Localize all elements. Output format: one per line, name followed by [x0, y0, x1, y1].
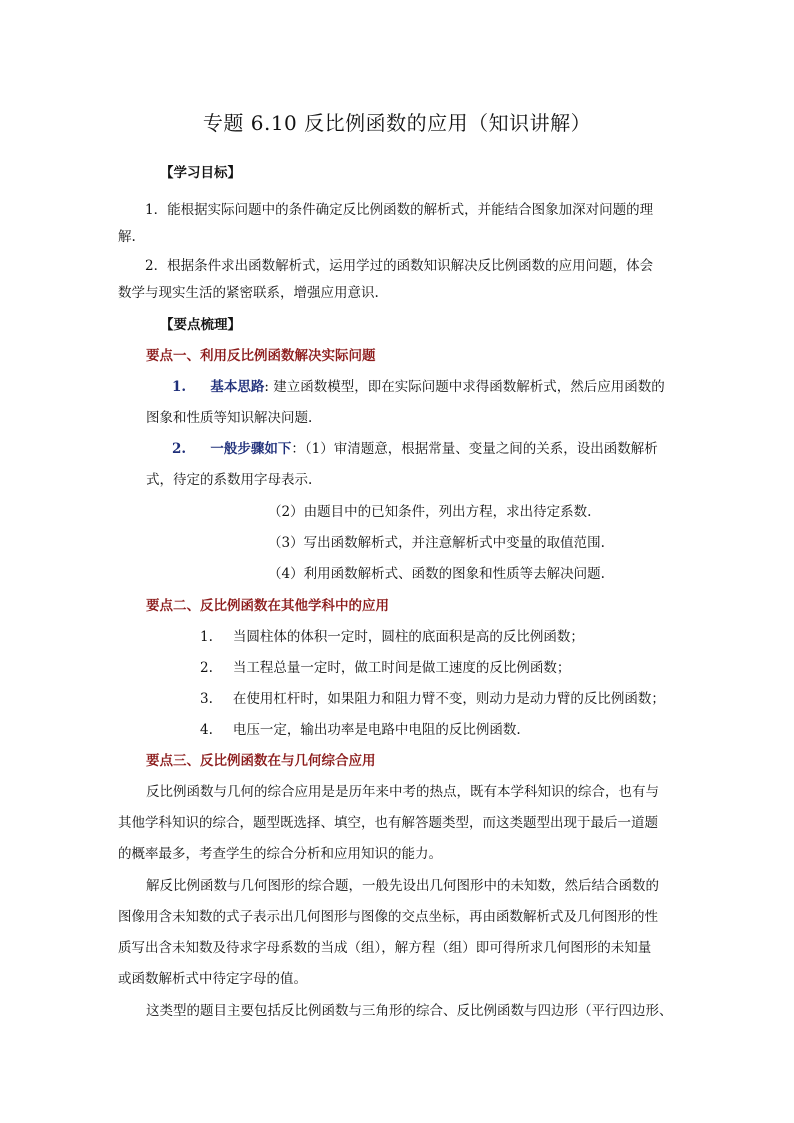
objective-1-line-1: 1．能根据实际问题中的条件确定反比例函数的解析式，并能结合图象加深对问题的理 — [145, 202, 654, 218]
item-number: 2. — [200, 660, 213, 676]
paragraph-1-line-1: 反比例函数与几何的综合应用是是历年来中考的热点，既有本学科知识的综合，也有与 — [146, 784, 659, 800]
paragraph-2-line-4: 或函数解析式中待定字母的值。 — [118, 971, 307, 987]
point-2-item — [200, 627, 584, 647]
procedure-step-3: （3）写出函数解析式，并注意解析式中变量的取值范围. — [268, 535, 605, 551]
procedure-step-4: （4）利用函数解析式、函数的图象和性质等去解决问题. — [268, 566, 605, 582]
step-2-label: 一般步骤如下 — [210, 441, 292, 457]
point-3-title: 要点三、反比例函数在与几何综合应用 — [146, 753, 376, 769]
step-2-text: ：（1）审清题意，根据常量、变量之间的关系，设出函数解析 — [291, 441, 658, 457]
item-number: 1. — [200, 629, 213, 645]
item-number: 4. — [200, 722, 213, 738]
point-1-step-1 — [172, 377, 665, 397]
page-title: 专题 6.10 反比例函数的应用（知识讲解） — [202, 111, 592, 135]
point-1-step-1-cont: 图象和性质等知识解决问题. — [146, 410, 313, 426]
step-1-label: 基本思路 — [210, 379, 265, 395]
point-2-title: 要点二、反比例函数在其他学科中的应用 — [146, 598, 389, 614]
keypoints-heading: 【要点梳理】 — [160, 317, 241, 333]
objective-2-line-1: 2．根据条件求出函数解析式，运用学过的函数知识解决反比例函数的应用问题，体会 — [145, 258, 654, 274]
step-1-number: 1. — [172, 379, 187, 395]
point-1-step-2-cont: 式，待定的系数用字母表示. — [146, 472, 313, 488]
paragraph-2-line-2: 图像用含未知数的式子表示出几何图形与图像的交点坐标，再由函数解析式及几何图形的性 — [118, 909, 658, 925]
paragraph-2-line-1: 解反比例函数与几何图形的综合题，一般先设出几何图形中的未知数，然后结合函数的 — [146, 878, 659, 894]
paragraph-1-line-2: 其他学科知识的综合，题型既选择、填空，也有解答题类型，而这类题型出现于最后一道题 — [118, 815, 658, 831]
item-text: 当圆柱体的体积一定时，圆柱的底面积是高的反比例函数； — [232, 629, 584, 645]
step-1-text: : 建立函数模型，即在实际问题中求得函数解析式，然后应用函数的 — [264, 379, 665, 395]
paragraph-1-line-3: 的概率最多，考查学生的综合分析和应用知识的能力。 — [118, 846, 442, 862]
point-1-step-2 — [172, 439, 658, 459]
step-2-number: 2. — [172, 441, 187, 457]
point-2-item — [200, 720, 521, 740]
point-2-item — [200, 689, 665, 709]
item-number: 3. — [200, 691, 213, 707]
objectives-heading: 【学习目标】 — [160, 165, 241, 181]
objective-2-line-2: 数学与现实生活的紧密联系，增强应用意识. — [118, 285, 379, 301]
procedure-step-2: （2）由题目中的已知条件，列出方程，求出待定系数. — [268, 504, 592, 520]
item-text: 在使用杠杆时，如果阻力和阻力臂不变，则动力是动力臂的反比例函数； — [232, 691, 665, 707]
paragraph-2-line-3: 质写出含未知数及待求字母系数的当成（组），解方程（组）即可得所求几何图形的未知量 — [118, 940, 652, 956]
item-text: 电压一定，输出功率是电路中电阻的反比例函数. — [232, 722, 521, 738]
point-1-title: 要点一、利用反比例函数解决实际问题 — [146, 348, 376, 364]
objective-1-line-2: 解. — [118, 229, 136, 245]
paragraph-3-line-1: 这类型的题目主要包括反比例函数与三角形的综合、反比例函数与四边形（平行四边形、 — [146, 1003, 673, 1019]
point-2-item — [200, 658, 570, 678]
item-text: 当工程总量一定时，做工时间是做工速度的反比例函数； — [232, 660, 571, 676]
